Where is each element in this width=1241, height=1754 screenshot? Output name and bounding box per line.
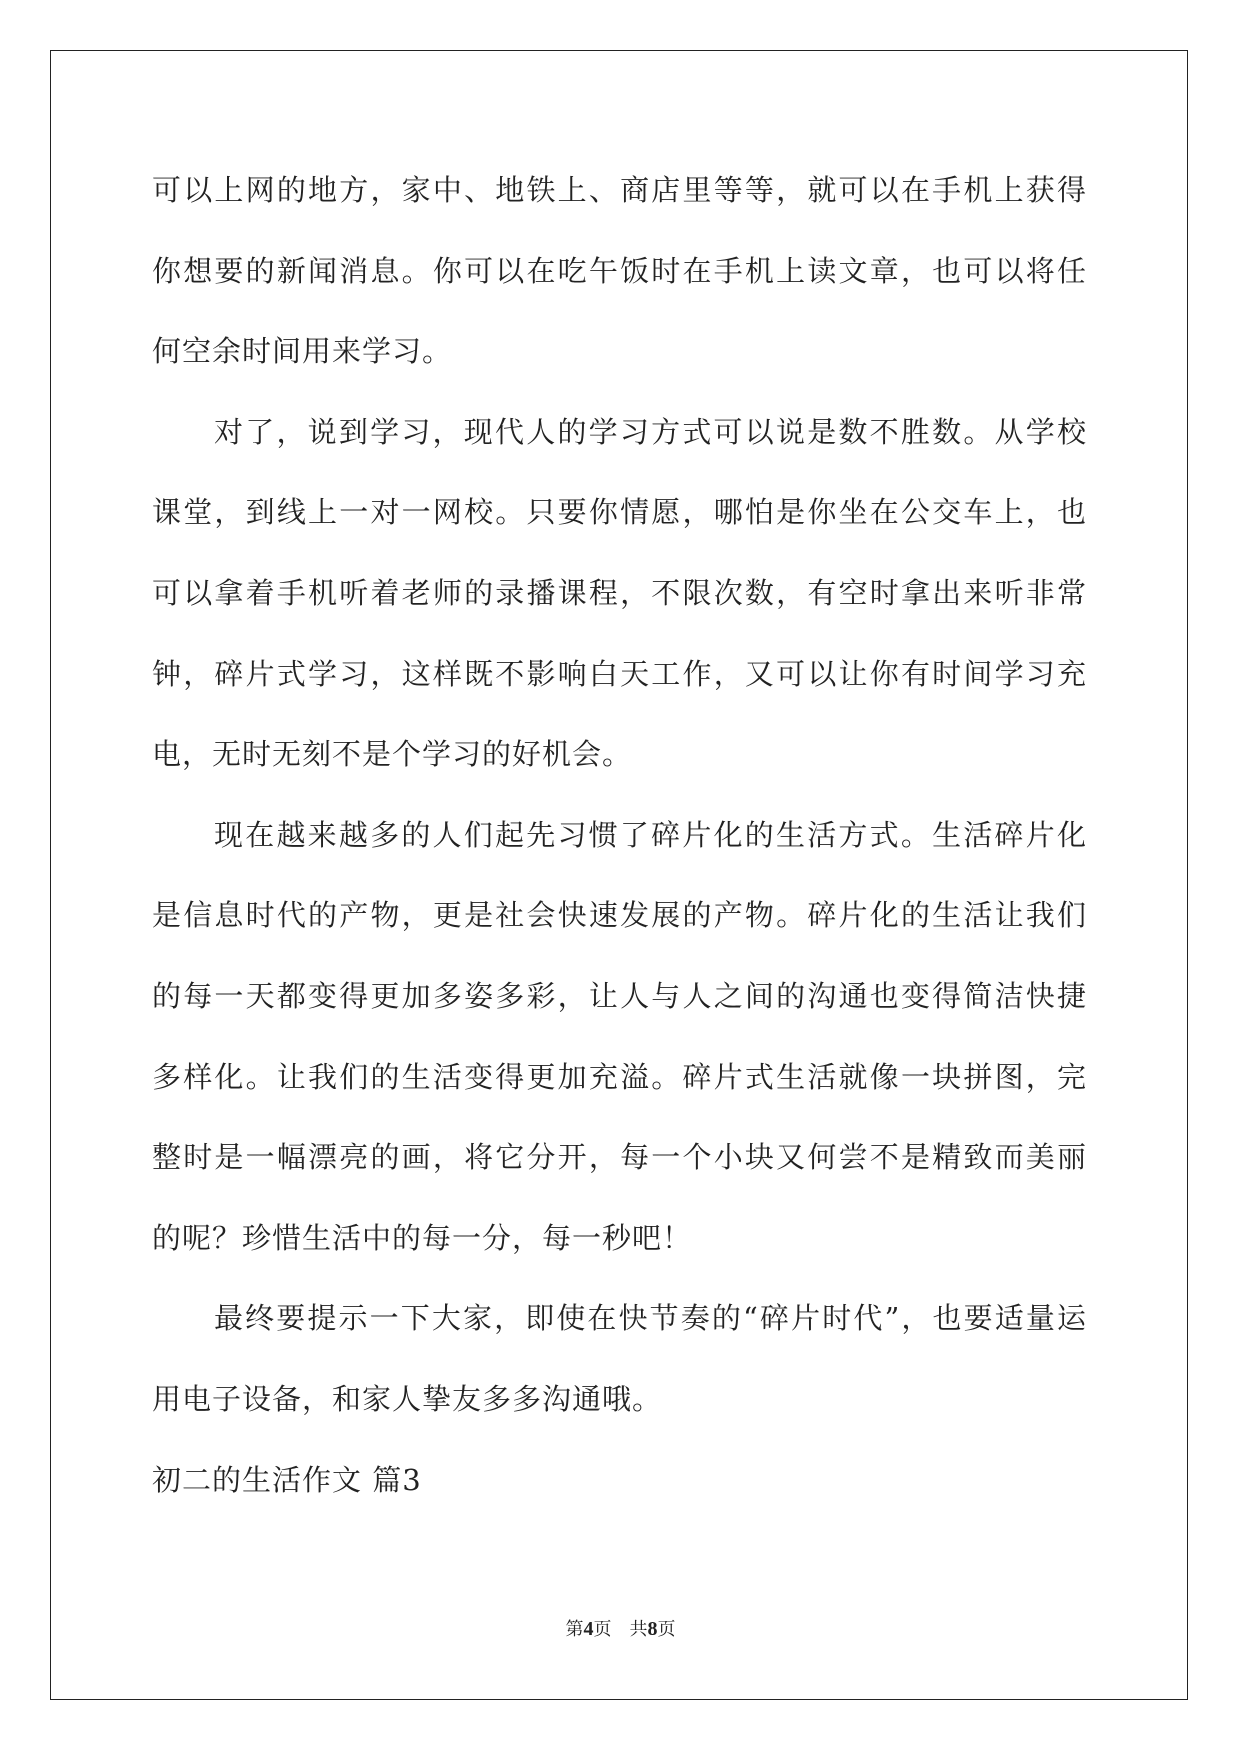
document-body [152,160,1087,1532]
paragraph-first-line: 对了，说到学习，现代人的学习方式可以说是数不胜数。从学校 [214,414,1087,449]
section-heading: 初二的生活作文 篇3 [152,1462,422,1497]
text-line: 的呢？珍惜生活中的每一分，每一秒吧！ [152,1220,693,1255]
text-line: 何空余时间用来学习。 [152,334,453,369]
footer-prefix: 第 [565,1619,584,1640]
total-pages-number: 8 [647,1618,658,1640]
text-line: 的每一天都变得更加多姿多彩，让人与人之间的沟通也变得简洁快捷 [152,978,1087,1013]
text-line: 你想要的新闻消息。你可以在吃午饭时在手机上读文章，也可以将任 [152,253,1087,288]
text-line: 是信息时代的产物，更是社会快速发展的产物。碎片化的生活让我们 [152,898,1087,933]
text-line: 钟，碎片式学习，这样既不影响白天工作，又可以让你有时间学习充 [152,656,1087,691]
footer-middle: 页 共 [593,1619,648,1640]
text-line: 可以拿着手机听着老师的录播课程，不限次数，有空时拿出来听非常 [152,575,1087,610]
paragraph-first-line: 最终要提示一下大家，即使在快节奏的“碎片时代”，也要适量运 [214,1301,1087,1336]
footer-suffix: 页 [657,1619,676,1640]
text-line: 课堂，到线上一对一网校。只要你情愿，哪怕是你坐在公交车上，也 [152,495,1087,530]
text-line: 电，无时无刻不是个学习的好机会。 [152,737,633,772]
text-line: 用电子设备，和家人挚友多多沟通哦。 [152,1381,663,1416]
text-line: 多样化。让我们的生活变得更加充溢。碎片式生活就像一块拼图，完 [152,1059,1087,1094]
paragraph-first-line: 现在越来越多的人们起先习惯了碎片化的生活方式。生活碎片化 [214,817,1087,852]
text-line: 可以上网的地方，家中、地铁上、商店里等等，就可以在手机上获得 [152,173,1087,207]
page-footer [0,1615,1241,1641]
current-page-number: 4 [583,1618,594,1640]
text-line: 整时是一幅漂亮的画，将它分开，每一个小块又何尝不是精致而美丽 [152,1140,1087,1175]
